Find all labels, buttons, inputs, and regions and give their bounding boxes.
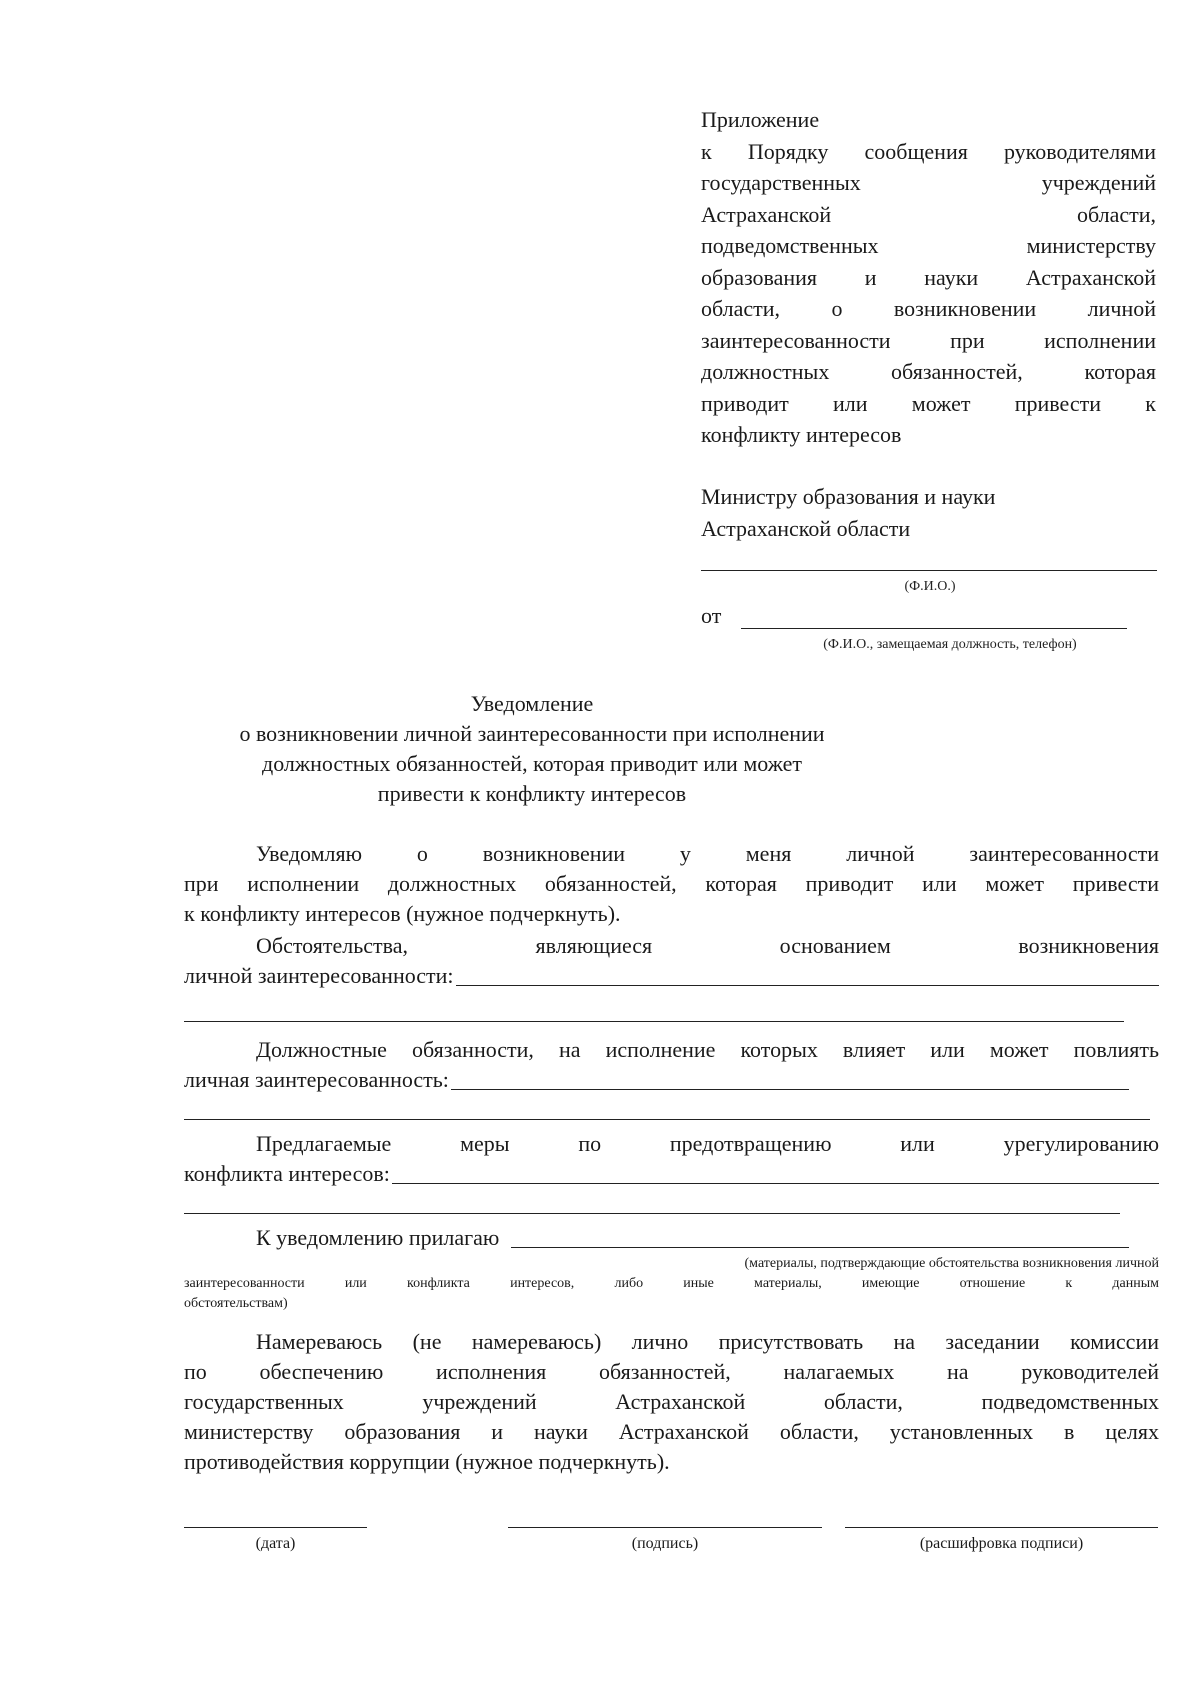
signature-caption: (подпись) [631,1535,699,1552]
circumstances-input-line[interactable] [456,963,1159,986]
body-line: при исполнении должностных обязанностей, которая приводит или может привести [184,871,1159,896]
from-field-line[interactable] [741,628,1127,629]
appendix-line: области, о возникновении личной [701,296,1156,321]
body-line: Уведомляю о возникновении у меня личной заинтересованности [256,841,1159,866]
paragraph-measures [184,1129,1159,1189]
appendix-line: государственных учреждений [701,170,1156,195]
appendix-line: конфликту интересов [701,422,902,447]
paragraph-attendance [184,1327,1159,1477]
addressee-block [701,481,1156,544]
appendix-line: приводит или может привести к [701,390,1156,416]
title-line: привести к конфликту интересов [377,781,687,806]
measures-extra-line[interactable] [184,1213,1120,1214]
body-line: к конфликту интересов (нужное подчеркнуть). [184,901,621,926]
paragraph-attachments [184,1223,1159,1253]
appendix-line: Астраханской области, [701,201,1156,227]
title-line: должностных обязанностей, которая приводит или может [262,751,802,776]
appendix-line: подведомственных министерству [701,233,1156,258]
paragraph-duties [184,1035,1159,1095]
body-line: министерству образования и науки Астраханской области, установленных в целях [184,1419,1159,1444]
title-line: Уведомление [470,691,594,716]
caption-line: заинтересованности или конфликта интересов, либо иные материалы, имеющие отношение к данным [184,1276,1159,1291]
body-line: государственных учреждений Астраханской области, подведомственных [184,1389,1159,1414]
circumstances-field [184,961,1159,991]
title-line: о возникновении личной заинтересованности при исполнении [239,721,825,746]
duties-input-line[interactable] [451,1067,1129,1090]
body-line: по обеспечению исполнения обязанностей, налагаемых на руководителей [184,1359,1159,1384]
fio-field-line[interactable] [701,570,1157,571]
addressee-line: Министру образования и науки [701,484,996,509]
body-line: Намереваюсь (не намереваюсь) лично присутствовать на заседании комиссии [256,1329,1159,1354]
signature-field-line[interactable] [508,1527,822,1528]
decoding-caption: (расшифровка подписи) [919,1535,1084,1552]
appendix-line: образования и науки Астраханской [701,264,1156,290]
date-field-line[interactable] [184,1527,367,1528]
appendix-line: к Порядку сообщения руководителями [701,138,1156,164]
circumstances-label: личной заинтересованности: [184,963,454,988]
circumstances-extra-line[interactable] [184,1021,1124,1022]
attachments-field [184,1223,1129,1253]
body-line: Должностные обязанности, на исполнение которых влияет или может повлиять [256,1037,1159,1062]
measures-label: конфликта интересов: [184,1161,390,1186]
body-line: Предлагаемые меры по предотвращению или урегулированию [256,1131,1159,1156]
fio-caption: (Ф.И.О.) [904,579,956,594]
caption-line: обстоятельствам) [184,1296,288,1311]
caption-line: (материалы, подтверждающие обстоятельства возникновения личной [744,1256,1159,1271]
body-line: Обстоятельства, являющиеся основанием возникновения [256,933,1159,958]
duties-label: личная заинтересованность: [184,1067,449,1092]
duties-field [184,1065,1129,1095]
document-title [180,689,884,809]
measures-input-line[interactable] [392,1161,1159,1184]
date-caption: (дата) [255,1535,296,1552]
body-line: противодействия коррупции (нужное подчеркнуть). [184,1449,670,1474]
addressee-line: Астраханской области [701,515,911,541]
appendix-header [701,104,1156,451]
appendix-line: заинтересованности при исполнении [701,327,1156,353]
from-label: от [701,603,722,628]
appendix-line: Приложение [701,107,820,132]
decoding-field-line[interactable] [845,1527,1158,1528]
paragraph-circumstances [184,931,1159,991]
paragraph-notification [184,839,1159,929]
duties-extra-line[interactable] [184,1119,1150,1120]
appendix-line: должностных обязанностей, которая [701,359,1156,384]
from-caption: (Ф.И.О., замещаемая должность, телефон) [823,637,1077,652]
attachments-label: К уведомлению прилагаю [256,1225,500,1250]
attachments-caption [184,1254,1159,1314]
attachments-input-line[interactable] [511,1225,1129,1248]
measures-field [184,1159,1159,1189]
